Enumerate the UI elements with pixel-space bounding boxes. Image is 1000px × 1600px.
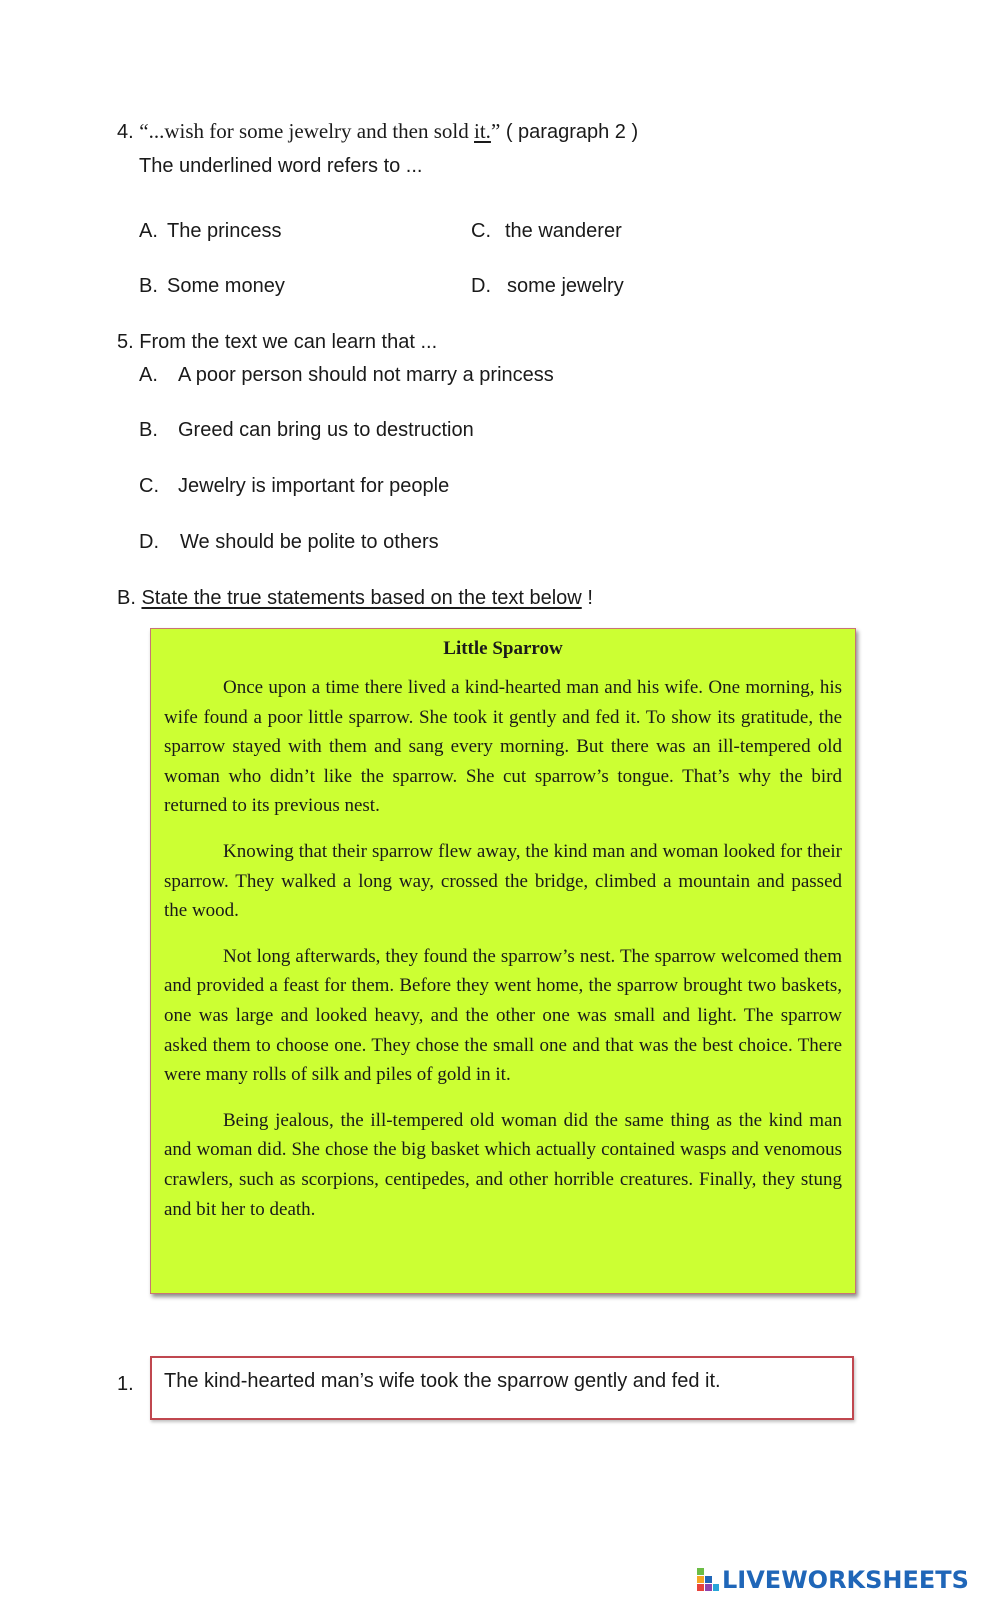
quote-end: ”: [490, 119, 501, 143]
option-letter: B.: [139, 275, 158, 297]
option-text: Some money: [167, 275, 285, 297]
section-exclaim: !: [587, 587, 593, 609]
passage-paragraph-4: Being jealous, the ill-tempered old woman did the same thing as the kind man and woman did. She chose the big basket which actually contained wasps and venomous crawlers, such as scorpions, centipedes, and other horrible creatures. Finally, they stung and bit her to death.: [164, 1109, 842, 1220]
option-text: the wanderer: [505, 220, 622, 242]
option-letter: D.: [471, 275, 491, 297]
section-instruction: State the true statements based on the text below: [141, 587, 582, 609]
option-text: We should be polite to others: [180, 531, 439, 553]
option-letter: D.: [139, 531, 159, 553]
section-label: B.: [117, 587, 136, 609]
statement-answer-box[interactable]: [150, 1356, 854, 1420]
question-4-stem: [117, 118, 638, 145]
underlined-word: it.: [474, 119, 491, 143]
statement-text: The kind-hearted man’s wife took the sparrow gently and fed it.: [164, 1370, 721, 1392]
question-quote: “...wish for some jewelry and then sold: [139, 119, 475, 143]
statement-number: 1.: [117, 1373, 134, 1395]
logo-blocks-icon: [697, 1568, 719, 1592]
question-5-prompt: 5. From the text we can learn that ...: [117, 331, 438, 353]
paragraph-reference: ( paragraph 2 ): [505, 121, 639, 143]
option-text: A poor person should not marry a princess: [178, 364, 554, 386]
passage-paragraph-1: Once upon a time there lived a kind-hearted man and his wife. One morning, his wife found a poor little sparrow. She took it gently and fed it. To show its gratitude, the sparrow stayed with them and sang every morning. But there was an ill-tempered old woman who didn’t like the sparrow. She cut sparrow’s tongue. That’s why the bird returned to its previous nest.: [164, 677, 842, 817]
passage-paragraph-3: Not long afterwards, they found the sparrow’s nest. The sparrow welcomed them and provided a feast for them. Before they went home, the sparrow brought two baskets, one was large and looked heavy, and the other one was small and light. The sparrow asked them to choose one. They chose the small one and that was the best choice. There were many rolls of silk and piles of gold in it.: [164, 945, 842, 1086]
option-letter: C.: [471, 220, 491, 242]
passage-paragraph-2: Knowing that their sparrow flew away, the kind man and woman looked for their sparrow. They walked a long way, crossed the bridge, climbed a mountain and passed the wood.: [164, 840, 842, 922]
option-text: some jewelry: [507, 275, 624, 297]
q4-option-d[interactable]: [471, 273, 624, 299]
q5-option-c[interactable]: [139, 473, 449, 499]
q5-option-b[interactable]: [139, 417, 474, 443]
q4-option-a[interactable]: [139, 218, 282, 244]
option-text: Jewelry is important for people: [178, 475, 450, 497]
q5-option-d[interactable]: [139, 529, 439, 555]
option-letter: B.: [139, 419, 158, 441]
liveworksheets-logo: [697, 1567, 969, 1593]
question-number: 4.: [117, 121, 134, 143]
logo-text: LIVEWORKSHEETS: [722, 1566, 969, 1594]
q4-option-b[interactable]: [139, 273, 285, 299]
passage-box: [150, 628, 856, 1294]
q4-option-c[interactable]: [471, 218, 622, 244]
passage-title: Little Sparrow: [443, 638, 563, 659]
option-text: Greed can bring us to destruction: [178, 419, 474, 441]
option-text: The princess: [167, 220, 282, 242]
option-letter: A.: [139, 364, 158, 386]
option-letter: A.: [139, 220, 158, 242]
section-b-heading: [117, 585, 593, 611]
q5-option-a[interactable]: [139, 362, 554, 388]
option-letter: C.: [139, 475, 159, 497]
question-4-prompt: The underlined word refers to ...: [139, 155, 423, 177]
